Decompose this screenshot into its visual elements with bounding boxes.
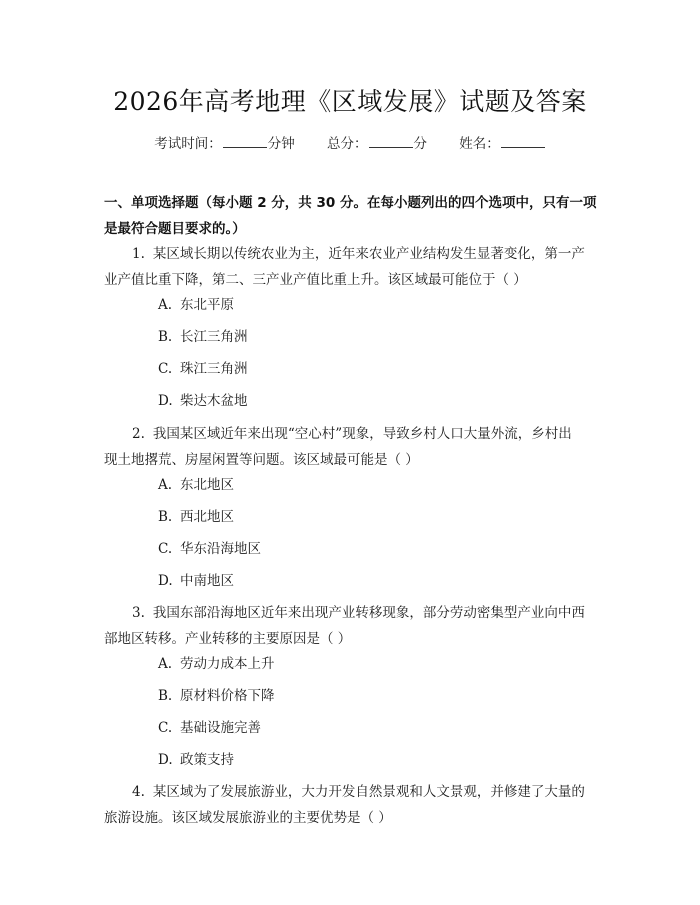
- option-letter: C.: [158, 361, 173, 377]
- question-stem: [104, 779, 600, 831]
- exam-time-field: [154, 132, 295, 152]
- answer-option: [158, 750, 234, 770]
- answer-option: [158, 359, 248, 379]
- name-field: [459, 132, 546, 152]
- option-letter: D.: [158, 573, 173, 589]
- option-text: 珠江三角洲: [180, 361, 248, 377]
- section-heading-line: 是最符合题目要求的。）: [104, 221, 246, 237]
- section-heading: [104, 190, 604, 242]
- option-text: 原材料价格下降: [180, 688, 275, 704]
- exam-meta: [0, 132, 700, 152]
- exam-time-blank: [223, 135, 267, 148]
- option-letter: A.: [158, 477, 173, 493]
- question-text-line: 现土地撂荒、房屋闲置等问题。该区域最可能是（ ）: [104, 452, 419, 468]
- name-blank: [501, 135, 545, 148]
- question-text-line: 部地区转移。产业转移的主要原因是（ ）: [104, 631, 352, 647]
- question-text-line: 某区域长期以传统农业为主，近年来农业产业结构发生显著变化，第一产: [152, 246, 585, 262]
- option-letter: A.: [158, 297, 173, 313]
- question-text-line: 我国某区域近年来出现“空心村”现象，导致乡村人口大量外流，乡村出: [152, 426, 572, 442]
- option-letter: B.: [158, 329, 173, 345]
- total-score-blank: [369, 135, 413, 148]
- question-text-line: 旅游设施。该区域发展旅游业的主要优势是（ ）: [104, 810, 392, 826]
- answer-option: [158, 718, 261, 738]
- answer-option: [158, 654, 275, 674]
- total-score-label: 总分：: [327, 136, 368, 152]
- question-stem: [104, 421, 600, 473]
- option-letter: A.: [158, 656, 173, 672]
- total-score-unit: 分: [413, 136, 427, 152]
- option-text: 西北地区: [180, 509, 234, 525]
- section-heading-line: 一、单项选择题（每小题 2 分，共 30 分。在每小题列出的四个选项中，只有一项: [104, 195, 597, 211]
- option-text: 政策支持: [180, 752, 234, 768]
- answer-option: [158, 475, 234, 495]
- option-text: 东北地区: [180, 477, 234, 493]
- answer-option: [158, 295, 234, 315]
- option-letter: B.: [158, 688, 173, 704]
- page-title: 2026年高考地理《区域发展》试题及答案: [113, 87, 587, 116]
- option-letter: B.: [158, 509, 173, 525]
- answer-option: [158, 391, 248, 411]
- option-text: 长江三角洲: [180, 329, 248, 345]
- option-text: 中南地区: [180, 573, 234, 589]
- name-label: 姓名：: [459, 136, 500, 152]
- question-text-line: 某区域为了发展旅游业，大力开发自然景观和人文景观，并修建了大量的: [152, 784, 585, 800]
- option-letter: D.: [158, 752, 173, 768]
- answer-option: [158, 686, 275, 706]
- question-stem: [104, 241, 600, 293]
- option-text: 柴达木盆地: [180, 393, 248, 409]
- answer-option: [158, 539, 261, 559]
- question-text-line: 业产值比重下降，第二、三产业产值比重上升。该区域最可能位于（ ）: [104, 272, 527, 288]
- answer-option: [158, 571, 234, 591]
- option-letter: C.: [158, 541, 173, 557]
- question-text-line: 我国东部沿海地区近年来出现产业转移现象，部分劳动密集型产业向中西: [152, 605, 585, 621]
- exam-time-label: 考试时间：: [154, 136, 222, 152]
- option-letter: C.: [158, 720, 173, 736]
- question-number: 1.: [132, 246, 145, 262]
- exam-time-unit: 分钟: [267, 136, 295, 152]
- option-text: 基础设施完善: [180, 720, 261, 736]
- question-number: 3.: [132, 605, 145, 621]
- answer-option: [158, 327, 248, 347]
- option-letter: D.: [158, 393, 173, 409]
- total-score-field: [327, 132, 427, 152]
- option-text: 华东沿海地区: [180, 541, 261, 557]
- option-text: 劳动力成本上升: [180, 656, 275, 672]
- answer-option: [158, 507, 234, 527]
- option-text: 东北平原: [180, 297, 234, 313]
- question-number: 4.: [132, 784, 145, 800]
- question-number: 2.: [132, 426, 145, 442]
- question-stem: [104, 600, 600, 652]
